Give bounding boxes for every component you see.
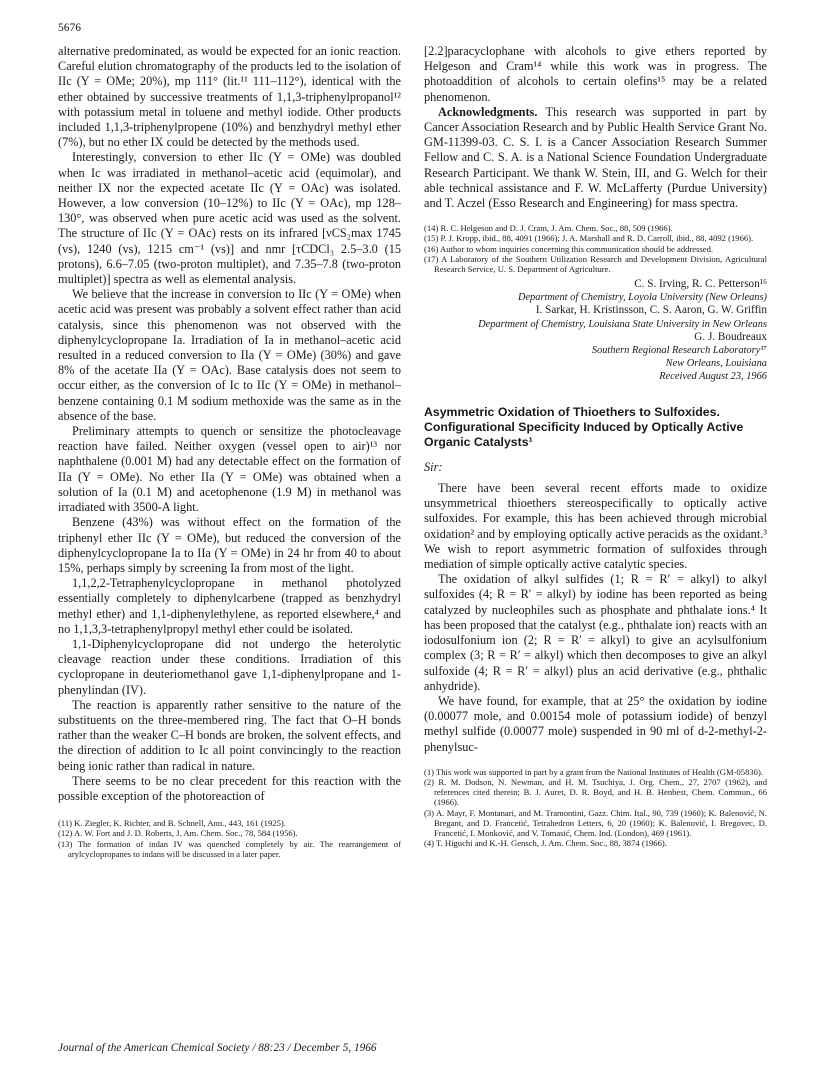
body-paragraph: Preliminary attempts to quench or sensitize the photocleavage reaction have failed. Neither oxygen (vessel open to air)¹³ nor naphthalene (0.001 M) had any detectable effect on the formation of IIa (Y = OMe). No ether IIa (Y = OMe) was obtained when a solution of Ia (0.1 M) and acetophenone (1.9 M) in methanol was irradiated with 3500-A light.	[58, 424, 401, 515]
authors-1: C. S. Irving, R. C. Petterson¹⁶	[634, 278, 767, 291]
left-column	[58, 44, 401, 859]
ack-heading: Acknowledgments.	[438, 104, 538, 119]
acknowledgments	[424, 105, 767, 211]
salutation: Sir:	[424, 459, 443, 474]
footnote: (4) T. Higuchi and K.-H. Gensch, J. Am. Chem. Soc., 88, 3874 (1966).	[424, 838, 667, 849]
affiliation-2: Department of Chemistry, Louisiana State University in New Orleans	[478, 318, 767, 330]
body-paragraph: alternative predominated, as would be expected for an ionic reaction. Careful elution chromatography of the products led to the isolation of IIc (Y = OMe; 20%), mp 111° (lit.¹¹ 111–112°), identical with the ether obtained by successive treatments of 1,1,3-triphenylpropanol¹² with potassium metal in toluene and methyl iodide. Other products included 1,1,3-triphenylpropene (10%) and benzhydryl methyl ether (7%), but no ether IX could be detected by the methods used.	[58, 44, 401, 150]
footnote: (17) A Laboratory of the Southern Utilization Research and Development Division, Agricultural Research Service, U. S. Department of Agriculture.	[424, 253, 767, 275]
ack-text: This research was supported in part by Cancer Association Research and by Public Health Service Grant No. GM-11399-03. C. S. I. is a Cancer Association Research Summer Fellow and C. S. A. is a National Science Foundation Undergraduate Research Participant. We thank W. Stein, III, and G. Welch for their able technical assistance and F. W. McLafferty (Purdue University) and T. Aczel (Esso Research and Engineering) for mass spectra.	[424, 104, 767, 211]
body-paragraph: We believe that the increase in conversion to IIc (Y = OMe) when acetic acid was present was probably a solvent effect rather than acid catalysis, since this phenomenon was not observed with the diphenylcyclopropane Ia. Irradiation of Ia in methanol–acetic acid resulted in a reduced conversion to IIa (Y = OMe) (30%) and gave 8% of the acetate IIa (Y = OAc). Base catalysis does not seem to occur either, as the conversion of Ic to IIc (Y = OMe) in methanol–benzene containing 0.1 M sodium methoxide was the same as in the absence of the base.	[58, 287, 401, 423]
page-number: 5676	[58, 22, 81, 34]
body-paragraph: There seems to be no clear precedent for this reaction with the possible exception of the photoreaction of	[58, 773, 401, 803]
body-paragraph: We have found, for example, that at 25° the oxidation by iodine (0.00077 mole, and 0.00154 mole of potassium iodide) of benzyl methyl sulfide (0.00077 mole) suspended in 90 ml of d-2-methyl-2-phenylsuc-	[424, 693, 767, 754]
footnote: (12) A. W. Fort and J. D. Roberts, J. Am. Chem. Soc., 78, 584 (1956).	[58, 828, 298, 839]
footnotes-right-bottom	[424, 767, 767, 849]
body-paragraph: The oxidation of alkyl sulfides (1; R = R′ = alkyl) to alkyl sulfoxides (4; R = R′ = alkyl) by iodine has been reported as being catalyzed by nucleophiles such as phosphate and phthalate ions.⁴ It has been proposed that the catalyst (e.g., phthalate ion) reacts with an iodosulfonium ion (2; R = R′ = alkyl) to give an acylsulfonium complex (3; R = R′ = alkyl) which then decomposes to give an alkyl sulfoxide (4; R = R′ = alkyl) plus an acid derivative (e.g., phthalic anhydride).	[424, 572, 767, 693]
footnote: (2) R. M. Dodson, N. Newman, and H. M. Tsuchiya, J. Org. Chem., 27, 2707 (1962), and references cited therein; B. J. Auret, D. R. Boyd, and H. B. Henbest, Chem. Commun., 66 (1966).	[424, 776, 767, 808]
body-paragraph: 1,1,2,2-Tetraphenylcyclopropane in methanol photolyzed essentially completely to diphenylcarbene (trapped as benzhydryl methyl ether) and 1,1-diphenylethylene, as reported elsewhere,⁴ and no 1,1,3,3-tetraphenylpropyl methyl ether could be isolated.	[58, 576, 401, 636]
article-title: Asymmetric Oxidation of Thioethers to Sulfoxides. Configurational Specificity Induced by Optically Active Organic Catalysts¹	[424, 404, 744, 449]
body-paragraph: Benzene (43%) was without effect on the formation of the triphenyl ether IIc (Y = OMe), but reduced the conversion of the diphenylcyclopropane Ia to IIa (Y = OMe) in 24 hr from 40 to about 15%, perhaps simply by screening Ia from most of the light.	[58, 515, 401, 575]
body-paragraph: There have been several recent efforts made to oxidize unsymmetrical thioethers stereospecifically to optically active sulfoxides. For example, this has been achieved through microbial oxidation² and by employing optically active peracids as the oxidant.³ We wish to report asymmetric formation of sulfoxides through mediation of simple optically active catalytic species.	[424, 481, 767, 572]
affiliation-3a: Southern Regional Research Laboratory¹⁷	[591, 344, 767, 356]
right-column	[424, 44, 767, 848]
affiliation-1: Department of Chemistry, Loyola University (New Orleans)	[517, 292, 767, 304]
body-paragraph: 1,1-Diphenylcyclopropane did not undergo the heterolytic cleavage reaction under these conditions. Irradiation of this cyclopropane in deuteriomethanol gave 1,1-diphenylpropane and 1-phenylindan (IV).	[58, 636, 401, 697]
received-date: Received August 23, 1966	[659, 370, 767, 382]
author-block	[424, 278, 767, 383]
footnote: (1) This work was supported in part by a grant from the National Institutes of Health (GM-05830).	[424, 766, 763, 777]
footnote: (3) A. Mayr, F. Montanari, and M. Tramontini, Gazz. Chim. Ital., 90, 739 (1960); K. Balenović, N. Bregant, and D. Francetić, Tetrahedron Letters, 6, 20 (1960); K. Balenović, I. Bregovec, D. Francetić, I. Monković, and V. Tomasić, Chem. Ind. (London), 469 (1961).	[424, 807, 767, 838]
footnote: (11) K. Ziegler, K. Richter, and B. Schnell, Ann., 443, 161 (1925).	[58, 818, 286, 829]
affiliation-3b: New Orleans, Louisiana	[665, 357, 767, 369]
body-paragraph: [2.2]paracyclophane with alcohols to give ethers reported by Helgeson and Cram¹⁴ while this work was in progress. The photoaddition of alcohols to certain olefins¹⁵ may be a related phenomenon.	[424, 44, 767, 104]
body-paragraph: Interestingly, conversion to ether IIc (Y = OMe) was doubled when Ic was irradiated in methanol–acetic acid (equimolar), and neither IX nor the expected acetate IIc (Y = OAc) was isolated. However, a low conversion (10–12%) to IIc (Y = OAc), mp 128–130°, was observed when pure acetic acid was used as the solvent. The structure of IIc (Y = OAc) rests on its infrared [νCS₂max 1745 (vs), 1240 (vs), 1215 cm⁻¹ (vs)] and nmr [τCDCl₃ 2.5–3.0 (15 protons), 6.6–7.05 (two-proton multiplet), and 7.35–7.8 (two-proton multiplet)] spectra as well as elemental analysis.	[58, 150, 401, 287]
footnote: (15) P. J. Kropp, ibid., 88, 4091 (1966); J. A. Marshall and R. D. Carroll, ibid., 88, 4092 (1966).	[424, 233, 754, 244]
footnotes-left	[58, 818, 401, 859]
authors-3: G. J. Boudreaux	[694, 330, 767, 343]
journal-footer: Journal of the American Chemical Society / 88:23 / December 5, 1966	[58, 1042, 377, 1054]
footnote: (16) Author to whom inquiries concerning this communication should be addressed.	[424, 243, 714, 254]
authors-2: I. Sarkar, H. Kristinsson, C. S. Aaron, G. W. Griffin	[535, 304, 767, 317]
footnotes-right-top	[424, 223, 767, 274]
footnote: (14) R. C. Helgeson and D. J. Cram, J. Am. Chem. Soc., 88, 509 (1966).	[424, 223, 673, 234]
footnote: (13) The formation of indan IV was quenched completely by air. The rearrangement of arylcyclopropanes to indans will be discussed in a later paper.	[58, 838, 401, 859]
body-paragraph: The reaction is apparently rather sensitive to the nature of the substituents on the three-membered ring. The fact that O–H bonds rather than the weaker C–H bonds are broken, the solvent effects, and the direction of addition to Ic all point convincingly to the reaction being ionic rather than radical in nature.	[58, 697, 401, 773]
